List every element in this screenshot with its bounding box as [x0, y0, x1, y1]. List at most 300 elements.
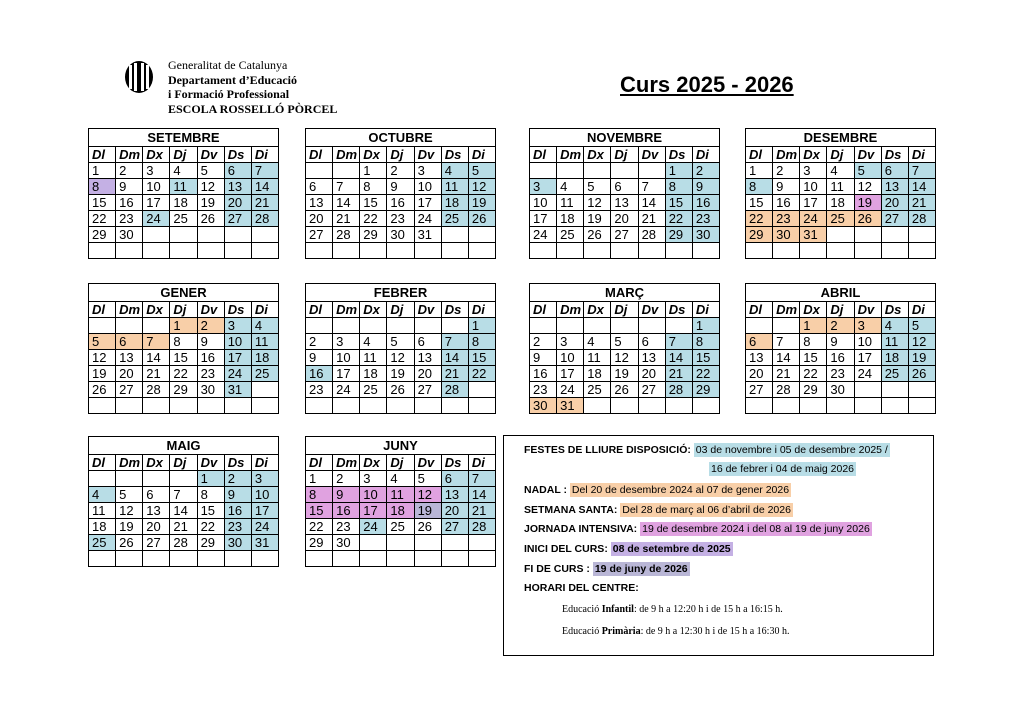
weekday-header: Dv — [197, 455, 224, 471]
day-cell: 15 — [360, 195, 387, 211]
day-cell — [197, 243, 224, 259]
week-row — [306, 398, 496, 414]
weekday-header: Dv — [414, 455, 441, 471]
day-cell: 23 — [333, 519, 360, 535]
day-cell — [557, 243, 584, 259]
day-cell — [773, 318, 800, 334]
week-row — [530, 211, 720, 227]
day-cell: 19 — [584, 211, 611, 227]
day-cell — [116, 243, 143, 259]
weekday-header: Dl — [746, 302, 773, 318]
day-cell: 6 — [638, 334, 665, 350]
month-table — [305, 283, 496, 414]
day-cell — [854, 243, 881, 259]
day-cell: 20 — [143, 519, 170, 535]
generalitat-logo-icon — [124, 60, 154, 94]
day-cell — [414, 318, 441, 334]
day-cell: 5 — [89, 334, 116, 350]
week-row — [306, 382, 496, 398]
weekday-header: Dv — [638, 147, 665, 163]
day-cell: 17 — [854, 350, 881, 366]
day-cell — [89, 471, 116, 487]
day-cell — [360, 243, 387, 259]
day-cell: 2 — [773, 163, 800, 179]
day-cell: 23 — [530, 382, 557, 398]
day-cell: 26 — [197, 211, 224, 227]
day-cell: 28 — [773, 382, 800, 398]
day-cell — [881, 382, 908, 398]
day-cell — [638, 243, 665, 259]
weekday-header: Dx — [584, 302, 611, 318]
weekday-header: Dv — [414, 147, 441, 163]
day-cell: 20 — [414, 366, 441, 382]
week-row — [89, 227, 279, 243]
day-cell — [89, 551, 116, 567]
month-name: NOVEMBRE — [530, 129, 720, 147]
day-cell: 22 — [746, 211, 773, 227]
day-cell: 24 — [414, 211, 441, 227]
day-cell: 6 — [143, 487, 170, 503]
day-cell: 24 — [557, 382, 584, 398]
weekday-header: Ds — [224, 302, 251, 318]
day-cell: 14 — [170, 503, 197, 519]
month-name: SETEMBRE — [89, 129, 279, 147]
day-cell: 1 — [468, 318, 495, 334]
legend-lliure-cont — [709, 463, 856, 475]
day-cell: 1 — [360, 163, 387, 179]
weekday-header: Di — [251, 455, 278, 471]
day-cell: 12 — [89, 350, 116, 366]
day-cell: 27 — [224, 211, 251, 227]
day-cell: 9 — [116, 179, 143, 195]
week-row — [306, 211, 496, 227]
day-cell: 24 — [333, 382, 360, 398]
day-cell — [306, 163, 333, 179]
day-cell — [170, 471, 197, 487]
day-cell: 31 — [800, 227, 827, 243]
day-cell: 1 — [692, 318, 719, 334]
day-cell: 18 — [251, 350, 278, 366]
day-cell: 5 — [197, 163, 224, 179]
day-cell: 17 — [143, 195, 170, 211]
day-cell: 16 — [306, 366, 333, 382]
day-cell — [414, 243, 441, 259]
day-cell: 4 — [881, 318, 908, 334]
day-cell: 21 — [638, 211, 665, 227]
day-cell: 10 — [224, 334, 251, 350]
day-cell: 29 — [197, 535, 224, 551]
week-row — [746, 334, 936, 350]
legend-horari-primaria — [562, 626, 789, 637]
weekday-header: Dx — [143, 455, 170, 471]
day-cell: 26 — [89, 382, 116, 398]
day-cell: 28 — [170, 535, 197, 551]
day-cell: 9 — [530, 350, 557, 366]
week-row — [530, 318, 720, 334]
day-cell: 27 — [414, 382, 441, 398]
day-cell: 26 — [611, 382, 638, 398]
day-cell: 19 — [468, 195, 495, 211]
day-cell — [360, 398, 387, 414]
day-cell: 28 — [665, 382, 692, 398]
day-cell: 2 — [197, 318, 224, 334]
day-cell — [530, 318, 557, 334]
day-cell: 19 — [197, 195, 224, 211]
day-cell: 19 — [611, 366, 638, 382]
week-row — [306, 366, 496, 382]
week-row — [306, 334, 496, 350]
day-cell: 29 — [170, 382, 197, 398]
day-cell: 13 — [441, 487, 468, 503]
legend-inici-label: INICI DEL CURS: — [524, 543, 608, 555]
day-cell: 4 — [827, 163, 854, 179]
day-cell: 13 — [611, 195, 638, 211]
week-row — [89, 195, 279, 211]
day-cell: 11 — [441, 179, 468, 195]
weekday-header: Dx — [584, 147, 611, 163]
week-row — [89, 163, 279, 179]
day-cell: 2 — [306, 334, 333, 350]
day-cell: 30 — [116, 227, 143, 243]
week-row — [746, 163, 936, 179]
day-cell: 7 — [441, 334, 468, 350]
day-cell: 15 — [665, 195, 692, 211]
day-cell: 17 — [333, 366, 360, 382]
day-cell — [306, 551, 333, 567]
day-cell — [854, 227, 881, 243]
day-cell — [116, 398, 143, 414]
month-novembre — [529, 128, 720, 259]
day-cell: 18 — [360, 366, 387, 382]
month-name: OCTUBRE — [306, 129, 496, 147]
week-row — [306, 503, 496, 519]
weekday-header: Dv — [854, 147, 881, 163]
day-cell: 24 — [530, 227, 557, 243]
day-cell: 8 — [360, 179, 387, 195]
day-cell: 14 — [908, 179, 935, 195]
day-cell: 3 — [251, 471, 278, 487]
weekday-header: Dm — [333, 147, 360, 163]
day-cell: 6 — [611, 179, 638, 195]
day-cell — [468, 398, 495, 414]
day-cell — [908, 227, 935, 243]
day-cell — [800, 398, 827, 414]
weekday-header: Dm — [557, 302, 584, 318]
day-cell — [584, 163, 611, 179]
legend-horari-infantil — [562, 604, 783, 615]
day-cell: 13 — [306, 195, 333, 211]
day-cell: 22 — [306, 519, 333, 535]
week-row — [89, 398, 279, 414]
day-cell: 18 — [89, 519, 116, 535]
week-row — [746, 350, 936, 366]
day-cell: 16 — [116, 195, 143, 211]
day-cell — [333, 551, 360, 567]
month-gener — [88, 283, 279, 414]
day-cell: 14 — [251, 179, 278, 195]
day-cell: 15 — [800, 350, 827, 366]
week-row — [530, 366, 720, 382]
weekday-header: Di — [908, 147, 935, 163]
day-cell — [441, 535, 468, 551]
day-cell: 28 — [468, 519, 495, 535]
header-line-generalitat: Generalitat de Catalunya — [168, 58, 288, 72]
day-cell: 18 — [441, 195, 468, 211]
day-cell: 11 — [387, 487, 414, 503]
day-cell — [170, 243, 197, 259]
week-row — [89, 535, 279, 551]
day-cell: 17 — [251, 503, 278, 519]
infantil-hours: : de 9 h a 12:20 h i de 15 h a 16:15 h. — [633, 604, 783, 615]
day-cell: 2 — [387, 163, 414, 179]
day-cell: 20 — [224, 195, 251, 211]
day-cell: 8 — [746, 179, 773, 195]
day-cell — [116, 471, 143, 487]
weekday-header: Di — [251, 302, 278, 318]
month-table — [529, 283, 720, 414]
day-cell — [224, 243, 251, 259]
day-cell: 10 — [530, 195, 557, 211]
day-cell: 15 — [746, 195, 773, 211]
day-cell — [360, 318, 387, 334]
day-cell — [468, 535, 495, 551]
legend-jornada-intensiva — [524, 523, 872, 535]
day-cell: 12 — [116, 503, 143, 519]
day-cell: 13 — [414, 350, 441, 366]
day-cell: 24 — [251, 519, 278, 535]
day-cell: 1 — [306, 471, 333, 487]
weekday-header: Dl — [530, 147, 557, 163]
day-cell: 10 — [333, 350, 360, 366]
day-cell: 21 — [908, 195, 935, 211]
day-cell: 14 — [143, 350, 170, 366]
week-row — [530, 350, 720, 366]
week-row — [530, 195, 720, 211]
day-cell: 15 — [306, 503, 333, 519]
day-cell — [306, 243, 333, 259]
day-cell — [360, 551, 387, 567]
month-table — [305, 128, 496, 259]
day-cell — [441, 318, 468, 334]
day-cell: 8 — [468, 334, 495, 350]
day-cell: 5 — [414, 471, 441, 487]
day-cell: 7 — [333, 179, 360, 195]
day-cell — [143, 398, 170, 414]
day-cell: 23 — [224, 519, 251, 535]
legend-lliure-label: FESTES DE LLIURE DISPOSICIÓ: — [524, 444, 691, 456]
day-cell: 9 — [224, 487, 251, 503]
day-cell: 14 — [441, 350, 468, 366]
day-cell: 27 — [116, 382, 143, 398]
day-cell: 25 — [557, 227, 584, 243]
weekday-header: Dl — [89, 455, 116, 471]
day-cell: 28 — [333, 227, 360, 243]
day-cell: 12 — [387, 350, 414, 366]
day-cell: 6 — [881, 163, 908, 179]
day-cell: 4 — [387, 471, 414, 487]
day-cell — [414, 551, 441, 567]
day-cell: 11 — [89, 503, 116, 519]
day-cell: 9 — [387, 179, 414, 195]
week-row — [746, 382, 936, 398]
day-cell — [611, 163, 638, 179]
day-cell: 25 — [251, 366, 278, 382]
legend-lliure-value1: 03 de novembre i 05 de desembre 2025 / — [695, 444, 888, 456]
week-row — [306, 227, 496, 243]
day-cell — [854, 398, 881, 414]
day-cell: 17 — [224, 350, 251, 366]
day-cell: 21 — [773, 366, 800, 382]
day-cell: 17 — [557, 366, 584, 382]
day-cell — [197, 398, 224, 414]
day-cell: 2 — [333, 471, 360, 487]
day-cell — [530, 163, 557, 179]
day-cell: 30 — [333, 535, 360, 551]
day-cell — [827, 243, 854, 259]
week-row — [89, 211, 279, 227]
day-cell: 27 — [143, 535, 170, 551]
day-cell: 3 — [143, 163, 170, 179]
day-cell: 23 — [116, 211, 143, 227]
week-row — [89, 179, 279, 195]
weekday-header: Ds — [441, 147, 468, 163]
day-cell: 16 — [197, 350, 224, 366]
day-cell: 6 — [224, 163, 251, 179]
day-cell: 15 — [468, 350, 495, 366]
day-cell: 26 — [854, 211, 881, 227]
legend-horari-label: HORARI DEL CENTRE: — [524, 582, 639, 594]
week-row — [306, 179, 496, 195]
day-cell: 13 — [746, 350, 773, 366]
weekday-header: Ds — [665, 302, 692, 318]
day-cell: 2 — [530, 334, 557, 350]
day-cell: 2 — [224, 471, 251, 487]
day-cell: 1 — [800, 318, 827, 334]
primaria-label: Primària — [601, 626, 641, 637]
day-cell: 25 — [387, 519, 414, 535]
day-cell: 6 — [306, 179, 333, 195]
day-cell: 21 — [333, 211, 360, 227]
weekday-header: Dl — [89, 147, 116, 163]
day-cell — [665, 243, 692, 259]
day-cell — [800, 243, 827, 259]
day-cell — [611, 243, 638, 259]
week-row — [89, 350, 279, 366]
day-cell — [441, 398, 468, 414]
institution-header — [168, 58, 337, 116]
day-cell: 4 — [89, 487, 116, 503]
weekday-header: Dm — [116, 147, 143, 163]
weekday-header: Dv — [197, 147, 224, 163]
day-cell — [170, 227, 197, 243]
day-cell — [224, 551, 251, 567]
day-cell — [827, 398, 854, 414]
day-cell: 3 — [854, 318, 881, 334]
week-row — [746, 243, 936, 259]
day-cell — [665, 318, 692, 334]
day-cell: 1 — [665, 163, 692, 179]
day-cell — [387, 535, 414, 551]
week-row — [306, 487, 496, 503]
day-cell: 7 — [143, 334, 170, 350]
day-cell — [224, 398, 251, 414]
day-cell — [143, 318, 170, 334]
day-cell: 16 — [387, 195, 414, 211]
month-octubre — [305, 128, 496, 259]
day-cell: 4 — [584, 334, 611, 350]
day-cell: 1 — [746, 163, 773, 179]
day-cell: 22 — [800, 366, 827, 382]
day-cell: 22 — [692, 366, 719, 382]
weekday-header: Ds — [441, 302, 468, 318]
month-setembre — [88, 128, 279, 259]
day-cell — [746, 318, 773, 334]
weekday-header: Dx — [360, 455, 387, 471]
week-row — [530, 243, 720, 259]
weekday-header: Dl — [306, 302, 333, 318]
day-cell: 7 — [468, 471, 495, 487]
day-cell: 18 — [584, 366, 611, 382]
day-cell: 12 — [611, 350, 638, 366]
week-row — [89, 366, 279, 382]
day-cell — [251, 551, 278, 567]
weekday-header: Dj — [387, 455, 414, 471]
infantil-prefix: Educació — [562, 604, 602, 615]
legend-box — [503, 435, 934, 656]
day-cell: 24 — [360, 519, 387, 535]
day-cell — [387, 551, 414, 567]
day-cell: 8 — [692, 334, 719, 350]
day-cell: 17 — [414, 195, 441, 211]
day-cell: 5 — [854, 163, 881, 179]
day-cell: 23 — [197, 366, 224, 382]
day-cell: 19 — [116, 519, 143, 535]
day-cell: 27 — [441, 519, 468, 535]
day-cell: 9 — [827, 334, 854, 350]
day-cell: 30 — [224, 535, 251, 551]
day-cell: 28 — [441, 382, 468, 398]
day-cell: 20 — [306, 211, 333, 227]
day-cell: 17 — [800, 195, 827, 211]
day-cell: 27 — [306, 227, 333, 243]
day-cell: 8 — [665, 179, 692, 195]
day-cell: 31 — [224, 382, 251, 398]
week-row — [89, 382, 279, 398]
day-cell — [143, 227, 170, 243]
day-cell: 16 — [773, 195, 800, 211]
weekday-header: Dl — [306, 455, 333, 471]
day-cell: 22 — [468, 366, 495, 382]
day-cell: 13 — [881, 179, 908, 195]
day-cell: 21 — [441, 366, 468, 382]
weekday-header: Dj — [387, 147, 414, 163]
weekday-header: Dj — [611, 302, 638, 318]
day-cell: 1 — [170, 318, 197, 334]
day-cell: 25 — [584, 382, 611, 398]
legend-ss-label: SETMANA SANTA: — [524, 504, 618, 516]
day-cell: 28 — [908, 211, 935, 227]
week-row — [530, 334, 720, 350]
weekday-header: Di — [468, 147, 495, 163]
day-cell: 5 — [468, 163, 495, 179]
day-cell: 11 — [360, 350, 387, 366]
week-row — [746, 179, 936, 195]
day-cell — [908, 398, 935, 414]
day-cell: 3 — [224, 318, 251, 334]
day-cell: 24 — [143, 211, 170, 227]
day-cell: 29 — [800, 382, 827, 398]
day-cell — [611, 318, 638, 334]
